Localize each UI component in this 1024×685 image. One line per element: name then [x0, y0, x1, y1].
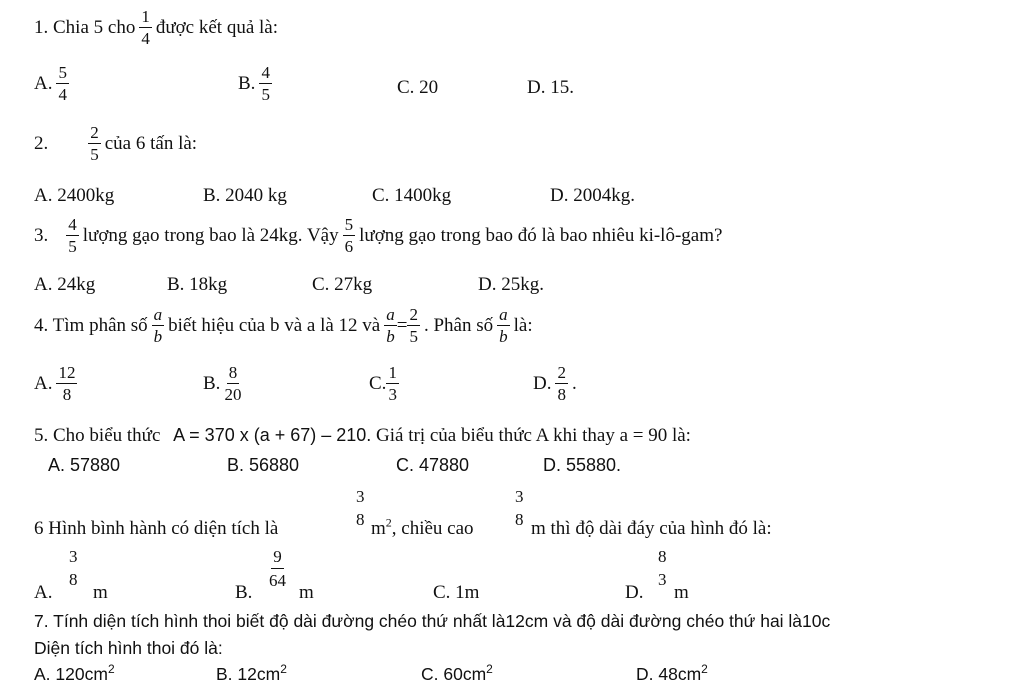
q7-option-b: B. $12cm^2$	[216, 662, 287, 684]
q1-text-before: 1. Chia 5 cho	[34, 16, 136, 38]
q7-line-2: Diện tích hình thoi đó là:	[34, 638, 223, 658]
q4-option-d: D. $\frac{2}{8}$ .	[533, 363, 577, 404]
q5-option-a: A. 57880	[48, 455, 121, 475]
q3-option-c: C. 27kg	[312, 274, 373, 295]
q3-option-b: B. 18kg	[167, 274, 228, 295]
q6-option-a-label: A.	[34, 582, 53, 603]
q6-option-d-unit: m	[674, 582, 689, 603]
q6-option-d-label: D.	[625, 582, 644, 603]
q3-fraction-1: $\frac{4}{5}$	[68, 215, 77, 256]
q3-fraction-2: $\frac{5}{6}$	[344, 215, 354, 256]
q4-stem: 4. Tìm phân số $\frac{a}{b}$ biết hiệu của b và a là 12 và $\frac{a}{b}$ = $\frac{2}{5}$ . Phân số $\frac{a}{b}$ là:	[34, 305, 533, 346]
q6-area-fraction: 3 8	[356, 487, 365, 529]
q6-stem-start: 6 Hình bình hành có diện tích là	[34, 518, 279, 539]
q5-option-c: C. 47880	[396, 455, 470, 475]
q5-expression: A = 370 x (a + 67) – 210.	[173, 425, 372, 445]
q4-option-b: B. $\frac{8}{20}$	[203, 363, 242, 404]
q2-option-b: B. 2040 kg	[203, 185, 287, 206]
q2-option-a: A. 2400kg	[34, 185, 115, 206]
q2-option-c: C. 1400kg	[372, 185, 452, 206]
q1-option-a: A. $\frac{5}{4}$	[34, 63, 67, 104]
q6-option-b-label: B.	[235, 582, 253, 603]
q2-option-d: D. 2004kg.	[550, 185, 635, 206]
q4-option-c-fraction: $\frac{1}{3}$	[388, 363, 397, 404]
q4-option-a-fraction: $\frac{12}{8}$	[58, 363, 76, 404]
q5-stem: 5. Cho biểu thức A = 370 x (a + 67) – 210. Giá trị của biểu thức A khi thay a = 90 là:	[34, 425, 691, 446]
q1-option-b: B. $\frac{4}{5}$	[238, 63, 270, 104]
q6-stem-mid: $m^2$, chiều cao	[371, 515, 474, 539]
q3-stem: 3. $\frac{4}{5}$ lượng gạo trong bao là 24kg. Vậy $\frac{5}{6}$ lượng gạo trong bao đó là bao nhiêu ki-lô-gam?	[34, 215, 723, 256]
q7-line-1: 7. Tính diện tích hình thoi biết độ dài đường chéo thứ nhất là12cm và độ dài đường chéo thứ hai là10c	[34, 611, 831, 631]
q3-option-a: A. 24kg	[34, 274, 96, 295]
q6-height-fraction: 3 8	[515, 487, 524, 529]
q1-stem	[34, 8, 278, 47]
q1-option-d: D. 15.	[527, 77, 574, 98]
q6-option-b-fraction: $\frac{9}{64}$	[269, 547, 286, 590]
q7-option-c: C. $60cm^2$	[421, 662, 493, 684]
q1-text-after: được kết quả là:	[155, 16, 278, 38]
q7-option-d: D. $48cm^2$	[636, 662, 708, 684]
q1-fraction: $\frac{1}{4}$	[141, 7, 150, 48]
q5-option-d: D. 55880.	[543, 455, 622, 475]
q6-stem-end: m thì độ dài đáy của hình đó là:	[531, 518, 772, 539]
q6-option-a-unit: m	[93, 582, 108, 603]
q7-option-a: A. $120cm^2$	[34, 662, 115, 684]
q1-option-a-fraction: $\frac{5}{4}$	[58, 63, 67, 104]
q4-fraction-ab: $\frac{a}{b}$	[153, 305, 163, 346]
q2-fraction: $\frac{2}{5}$	[90, 123, 99, 164]
q4-option-b-fraction: $\frac{8}{20}$	[224, 363, 242, 404]
q4-fraction-ab-2: $\frac{a}{b}$	[499, 305, 508, 346]
q1-option-b-fraction: $\frac{4}{5}$	[261, 63, 270, 104]
q5-option-b: B. 56880	[227, 455, 300, 475]
q4-fraction-ab-eq: $\frac{a}{b}$	[386, 305, 395, 346]
q6-option-a-fraction: 3 8	[69, 547, 78, 589]
q4-option-c: C. $\frac{1}{3}$	[369, 363, 397, 404]
q1-option-c: C. 20	[397, 77, 439, 98]
q6-option-b-unit: m	[299, 582, 314, 603]
q4-option-d-fraction: $\frac{2}{8}$	[557, 363, 566, 404]
q3-option-d: D. 25kg.	[478, 274, 544, 295]
q4-option-a: A. $\frac{12}{8}$	[34, 363, 76, 404]
q2-stem: 2. $\frac{2}{5}$ của 6 tấn là:	[34, 123, 198, 164]
q4-fraction-eq: $\frac{2}{5}$	[409, 305, 418, 346]
q6-option-d-fraction: 8 3	[658, 547, 667, 589]
q6-option-c: C. 1m	[433, 582, 480, 603]
